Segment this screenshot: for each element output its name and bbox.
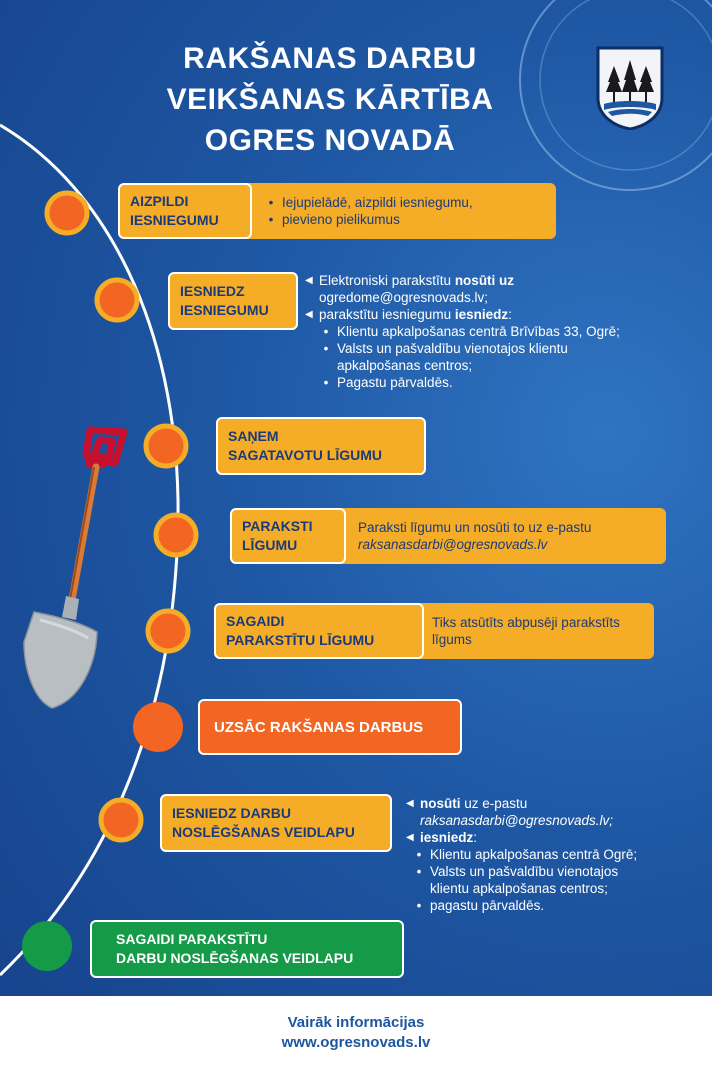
footer bbox=[0, 996, 712, 1080]
triangle-bullet-icon: ◀ bbox=[305, 309, 313, 320]
step-marker-7 bbox=[101, 800, 141, 840]
step-4-info-line-1: Paraksti līgumu un nosūti to uz e-pastu bbox=[358, 520, 592, 535]
step-marker-5 bbox=[148, 611, 188, 651]
step-1-box bbox=[118, 183, 252, 239]
title-line-2: VEIKŠANAS KĀRTĪBA bbox=[166, 83, 494, 116]
step-8-label-line-2: DARBU NOSLĒGŠANAS VEIDLAPU bbox=[116, 950, 354, 966]
footer-website-link[interactable]: www.ogresnovads.lv bbox=[281, 1034, 431, 1051]
step-7-bullet-2-cont: klientu apkalpošanas centros; bbox=[430, 881, 608, 896]
step-4-label-line-2: LĪGUMU bbox=[242, 537, 298, 553]
step-5-info-line-1: Tiks atsūtīts abpusēji parakstīts bbox=[432, 615, 620, 630]
step-7-line-1-bold: nosūti bbox=[420, 796, 461, 811]
step-2-email: ogredome@ogresnovads.lv; bbox=[319, 290, 489, 305]
footer-more-info: Vairāk informācijas bbox=[287, 1014, 425, 1031]
step-2-line-1: Elektroniski parakstītu bbox=[319, 273, 455, 288]
step-4-label-line-1: PARAKSTI bbox=[242, 518, 313, 534]
page-title bbox=[150, 38, 510, 161]
step-2-label-line-1: IESNIEDZ bbox=[180, 283, 245, 299]
step-4-box bbox=[230, 508, 346, 564]
bullet-icon: • bbox=[268, 212, 274, 227]
title-line-3: OGRES NOVADĀ bbox=[204, 124, 456, 157]
shovel-icon bbox=[24, 430, 124, 708]
bullet-icon: • bbox=[323, 324, 329, 339]
bullet-icon: • bbox=[268, 195, 274, 210]
step-6-box bbox=[198, 699, 462, 755]
triangle-bullet-icon: ◀ bbox=[305, 275, 313, 286]
step-5-info bbox=[410, 603, 654, 659]
step-8-box bbox=[90, 920, 404, 978]
step-6-label: UZSĀC RAKŠANAS DARBUS bbox=[214, 718, 424, 736]
step-marker-4 bbox=[156, 515, 196, 555]
step-2-info: ◀ Elektroniski parakstītu nosūti uz ogredome@ogresnovads.lv; ◀ parakstītu iesniegumu iesniedz: • Klientu apkalpošanas centrā Brīvības 33, Ogrē; • Valsts un pašvaldību vienotajos klientu apkalpošanas centros; • Pagastu pārvaldēs. bbox=[305, 273, 620, 390]
step-3-box bbox=[216, 417, 426, 475]
step-7-line-1: uz e-pastu bbox=[460, 796, 528, 811]
step-2-bullet-1: Klientu apkalpošanas centrā Brīvības 33, Ogrē; bbox=[337, 324, 620, 339]
step-marker-2 bbox=[97, 280, 137, 320]
step-7-bullet-1: Klientu apkalpošanas centrā Ogrē; bbox=[430, 847, 638, 862]
bullet-icon: • bbox=[416, 864, 422, 879]
timeline-curve bbox=[0, 125, 178, 975]
step-5-label-line-1: SAGAIDI bbox=[226, 613, 285, 629]
step-1-info-line-1: Iejupielādē, aizpildi iesniegumu, bbox=[282, 195, 473, 210]
step-2-label-line-2: IESNIEGUMU bbox=[180, 302, 269, 318]
step-2-box bbox=[168, 272, 298, 330]
step-2-line-3-bold: iesniedz bbox=[454, 307, 509, 322]
step-8-label-line-1: SAGAIDI PARAKSTĪTU bbox=[116, 931, 268, 947]
triangle-bullet-icon: ◀ bbox=[406, 832, 414, 843]
bullet-icon: • bbox=[323, 341, 329, 356]
step-5-label-line-2: PARAKSTĪTU LĪGUMU bbox=[226, 632, 375, 648]
step-2-line-1-bold: nosūti uz bbox=[454, 273, 515, 288]
step-4-info-email: raksanasdarbi@ogresnovads.lv bbox=[358, 537, 548, 552]
step-2-bullet-2-cont: apkalpošanas centros; bbox=[337, 358, 473, 373]
bullet-icon: • bbox=[323, 375, 329, 390]
step-7-label-line-2: NOSLĒGŠANAS VEIDLAPU bbox=[172, 824, 355, 840]
title-line-1: RAKŠANAS DARBU bbox=[183, 42, 477, 75]
step-7-line-3-bold: iesniedz bbox=[420, 830, 474, 845]
step-7-box bbox=[160, 794, 392, 852]
step-1-label-line-2: IESNIEGUMU bbox=[130, 212, 219, 228]
step-2-bullet-2: Valsts un pašvaldību vienotajos klientu bbox=[337, 341, 568, 356]
step-7-info: ◀ nosūti uz e-pastu raksanasdarbi@ogresnovads.lv; ◀ iesniedz: • Klientu apkalpošanas centrā Ogrē; • Valsts un pašvaldību vienotajos klientu apkalpošanas centros; • pagastu pārvaldēs. bbox=[406, 796, 638, 913]
step-1-info-line-2: pievieno pielikumus bbox=[282, 212, 400, 227]
step-5-info-line-2: līgums bbox=[432, 632, 472, 647]
step-7-label-line-1: IESNIEDZ DARBU bbox=[172, 805, 292, 821]
step-1-label-line-1: AIZPILDI bbox=[130, 193, 189, 209]
step-marker-6 bbox=[133, 702, 183, 752]
bullet-icon: • bbox=[416, 898, 422, 913]
step-4-info bbox=[330, 508, 666, 564]
step-7-email: raksanasdarbi@ogresnovads.lv; bbox=[420, 813, 614, 828]
step-marker-1 bbox=[47, 193, 87, 233]
step-3-label-line-2: SAGATAVOTU LĪGUMU bbox=[228, 447, 382, 463]
ogre-coat-of-arms-icon bbox=[596, 46, 664, 130]
step-7-bullet-2: Valsts un pašvaldību vienotajos bbox=[430, 864, 619, 879]
step-marker-3 bbox=[146, 426, 186, 466]
step-5-box bbox=[214, 603, 424, 659]
bullet-icon: • bbox=[416, 847, 422, 862]
triangle-bullet-icon: ◀ bbox=[406, 798, 414, 809]
step-7-bullet-3: pagastu pārvaldēs. bbox=[430, 898, 545, 913]
step-2-bullet-3: Pagastu pārvaldēs. bbox=[337, 375, 453, 390]
step-3-label-line-1: SAŅEM bbox=[228, 428, 279, 444]
step-marker-8 bbox=[22, 921, 72, 971]
step-1-info bbox=[240, 183, 556, 239]
step-2-line-3: parakstītu iesniegumu bbox=[319, 307, 455, 322]
